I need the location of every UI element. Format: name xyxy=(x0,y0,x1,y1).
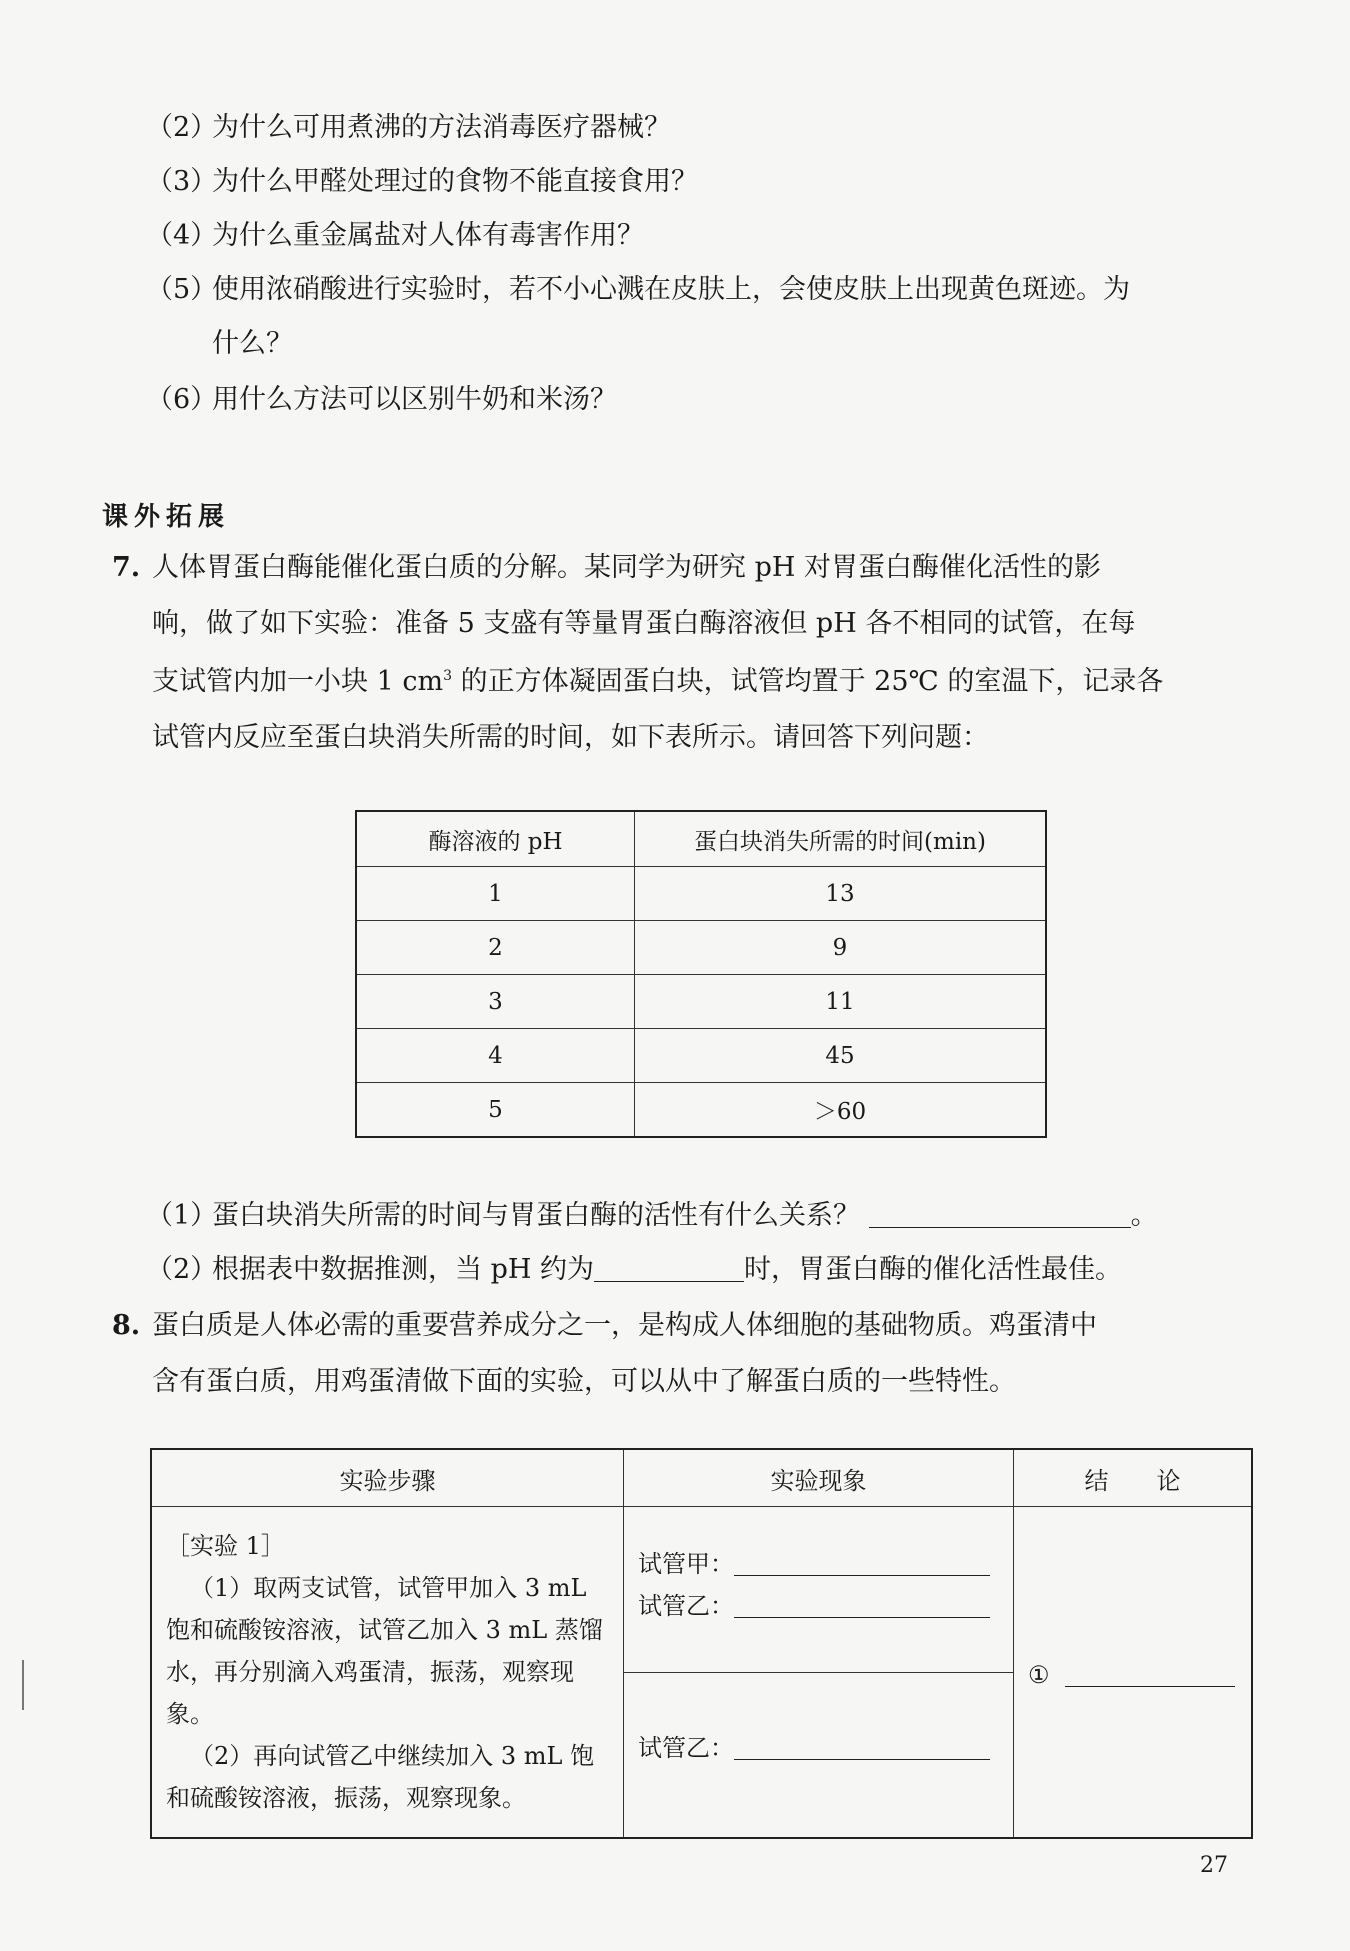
sub-question-text: 为什么重金属盐对人体有毒害作用？ xyxy=(212,220,644,251)
answer-blank[interactable] xyxy=(869,1197,1131,1228)
answer-blank[interactable] xyxy=(734,1587,990,1618)
answer-blank[interactable] xyxy=(594,1251,744,1282)
scan-margin-mark xyxy=(22,1660,24,1710)
question-7-number: 7. xyxy=(112,552,141,583)
question-8-line-1: 蛋白质是人体必需的重要营养成分之一，是构成人体细胞的基础物质。鸡蛋清中 xyxy=(152,1310,1097,1341)
sub-question-text: 为什么可用煮沸的方法消毒医疗器械？ xyxy=(212,112,671,143)
question-7-line-3 xyxy=(152,662,1163,702)
header-conclusion: 结 论 xyxy=(1014,1449,1253,1507)
obs-label: 试管甲： xyxy=(638,1550,734,1578)
part-text-after: 时，胃蛋白酶的催化活性最佳。 xyxy=(744,1254,1122,1285)
section-heading: 课外拓展 xyxy=(102,502,231,532)
cell-time: 13 xyxy=(635,867,1047,921)
table-row xyxy=(356,975,1046,1029)
sub-question-number: （5） xyxy=(146,274,218,305)
part-text: 蛋白块消失所需的时间与胃蛋白酶的活性有什么关系？ xyxy=(212,1200,860,1231)
obs-a-line xyxy=(638,1543,1013,1585)
superscript-3: 3 xyxy=(443,668,452,684)
question-7-line-1: 人体胃蛋白酶能催化蛋白质的分解。某同学为研究 pH 对胃蛋白酶催化活性的影 xyxy=(152,552,1101,583)
cell-ph: 3 xyxy=(356,975,635,1029)
obs-b-line xyxy=(638,1585,1013,1627)
table-row xyxy=(356,921,1046,975)
circled-number-1: ① xyxy=(1028,1660,1050,1689)
sub-question-number: （2） xyxy=(146,112,218,143)
page-number: 27 xyxy=(1200,1853,1228,1878)
conclusion-line xyxy=(1014,1656,1251,1689)
steps-cell xyxy=(151,1507,624,1839)
header-phenomena: 实验现象 xyxy=(624,1449,1014,1507)
table-row xyxy=(356,1029,1046,1083)
phenomena-part-1 xyxy=(624,1507,1013,1673)
question-7-line-4: 试管内反应至蛋白块消失所需的时间，如下表所示。请回答下列问题： xyxy=(152,722,989,753)
question-7-line-3-a: 支试管内加一小块 1 cm xyxy=(152,666,444,697)
answer-blank[interactable] xyxy=(734,1729,990,1760)
step-1: （1）取两支试管，试管甲加入 3 mL 饱和硫酸铵溶液，试管乙加入 3 mL 蒸馏水，再分别滴入鸡蛋清，振荡，观察现象。 xyxy=(166,1574,603,1728)
cell-time: 11 xyxy=(635,975,1047,1029)
cell-time: 45 xyxy=(635,1029,1047,1083)
sub-question-number: （6） xyxy=(146,384,218,415)
phenomena-cell xyxy=(624,1507,1014,1839)
table-header-ph: 酶溶液的 pH xyxy=(356,811,635,867)
ph-time-table xyxy=(355,810,1047,1138)
question-8-number: 8. xyxy=(112,1310,141,1341)
answer-blank[interactable] xyxy=(1065,1656,1235,1687)
question-8-line-2: 含有蛋白质，用鸡蛋清做下面的实验，可以从中了解蛋白质的一些特性。 xyxy=(152,1366,1016,1397)
cell-ph: 1 xyxy=(356,867,635,921)
cell-ph: 4 xyxy=(356,1029,635,1083)
sub-question-text-continued: 什么？ xyxy=(212,328,293,359)
sub-question-text: 为什么甲醛处理过的食物不能直接食用？ xyxy=(212,166,698,197)
sub-question-number: （4） xyxy=(146,220,218,251)
part-text-wrap xyxy=(212,1250,1122,1290)
obs-label: 试管乙： xyxy=(638,1592,734,1620)
cell-time: 9 xyxy=(635,921,1047,975)
question-7-line-3-b: 的正方体凝固蛋白块，试管均置于 25℃ 的室温下，记录各 xyxy=(460,666,1164,697)
experiment-title: ［实验 1］ xyxy=(166,1532,285,1560)
part-number: （1） xyxy=(146,1200,218,1231)
table-row xyxy=(356,867,1046,921)
question-7-line-2: 响，做了如下实验：准备 5 支盛有等量胃蛋白酶溶液但 pH 各不相同的试管，在每 xyxy=(152,608,1136,639)
experiment-table xyxy=(150,1448,1253,1839)
phenomena-part-2 xyxy=(624,1673,1013,1769)
cell-time: ＞60 xyxy=(635,1083,1047,1138)
table-header-row xyxy=(151,1449,1252,1507)
part-end: 。 xyxy=(1130,1200,1158,1231)
table-row xyxy=(356,1083,1046,1138)
cell-ph: 2 xyxy=(356,921,635,975)
table-header-row xyxy=(356,811,1046,867)
step-2: （2）再向试管乙中继续加入 3 mL 饱和硫酸铵溶液，振荡，观察现象。 xyxy=(166,1742,595,1812)
sub-question-number: （3） xyxy=(146,166,218,197)
header-steps: 实验步骤 xyxy=(151,1449,624,1507)
part-text-wrap xyxy=(212,1196,1158,1236)
table-header-time: 蛋白块消失所需的时间(min) xyxy=(635,811,1047,867)
sub-question-text: 使用浓硝酸进行实验时，若不小心溅在皮肤上，会使皮肤上出现黄色斑迹。为 xyxy=(212,274,1130,305)
answer-blank[interactable] xyxy=(734,1545,990,1576)
cell-ph: 5 xyxy=(356,1083,635,1138)
sub-question-text: 用什么方法可以区别牛奶和米汤？ xyxy=(212,384,617,415)
obs-label: 试管乙： xyxy=(638,1734,734,1762)
steps-text xyxy=(152,1507,623,1829)
conclusion-cell xyxy=(1014,1507,1253,1839)
part-text: 根据表中数据推测，当 pH 约为 xyxy=(212,1254,594,1285)
part-number: （2） xyxy=(146,1254,218,1285)
experiment-row xyxy=(151,1507,1252,1839)
